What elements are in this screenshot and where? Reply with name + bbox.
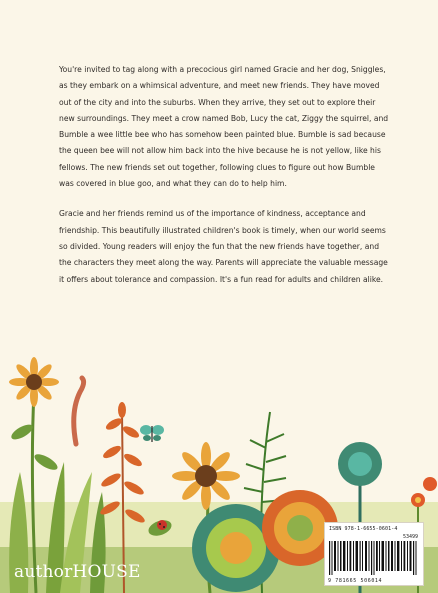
blurb-paragraph-2: Gracie and her friends remind us of the importance of kindness, acceptance and friendship. This beautifully illustrated children's book is timely, when our world seems so divided. Young readers will enjoy the fun that the new friends have together, and the characters they meet along the way. Parents will appreciate the valuable message it offers about tolerance and compassion. It's a fun read for adults and children alike. bbox=[59, 209, 388, 284]
blurb-text bbox=[59, 62, 389, 302]
isbn-barcode bbox=[324, 522, 424, 586]
isbn-number: ISBN 978-1-6655-0601-4 bbox=[329, 526, 398, 532]
blurb-paragraph-1: You're invited to tag along with a precocious girl named Gracie and her dog, Sniggles, as they embark on a whimsical adventure, and meet new friends. They have moved out of the city and into the suburbs. When they arrive, they set out to explore their new surroundings. They meet a crow named Bob, Lucy the cat, Ziggy the squirrel, and Bumble a wee little bee who has somehow been painted blue. Bumble is sad because the queen bee will not allow him back into the hive because he is not yellow, like his fellows. The new friends set out together, following clues to figure out how Bumble was covered in blue goo, and what they can do to help him. bbox=[59, 65, 389, 189]
barcode-digits: 9 781665 506014 bbox=[328, 578, 383, 584]
publisher-logo: authorHOUSE bbox=[14, 562, 141, 582]
barcode-price-code: 53499 bbox=[402, 534, 418, 540]
barcode-bars bbox=[329, 541, 419, 575]
butterfly bbox=[140, 425, 164, 442]
worm bbox=[74, 378, 84, 444]
